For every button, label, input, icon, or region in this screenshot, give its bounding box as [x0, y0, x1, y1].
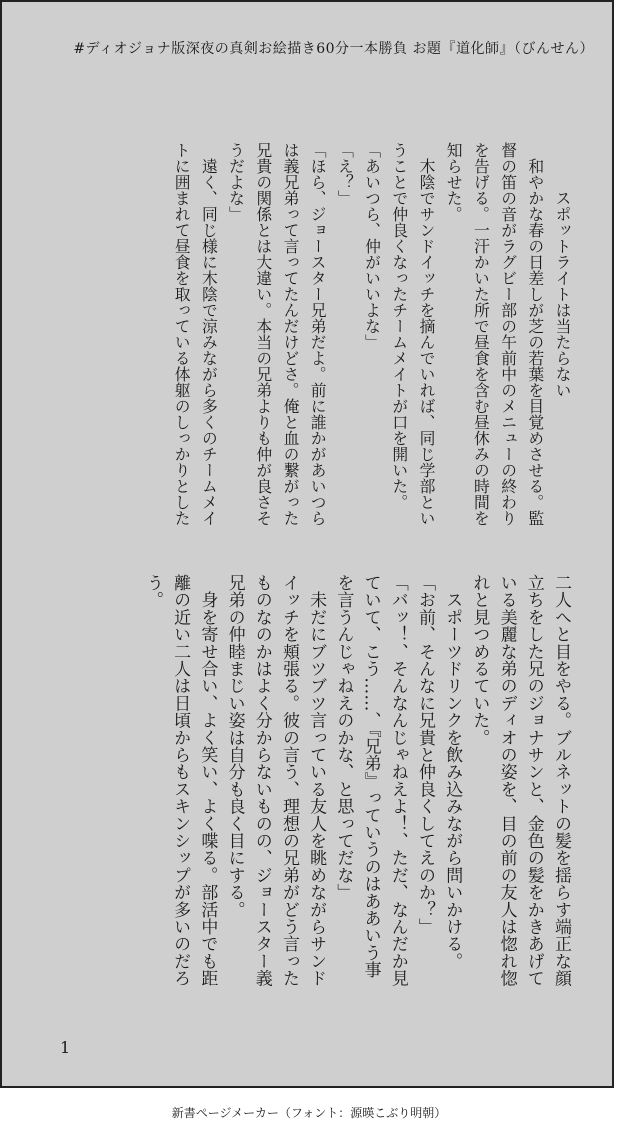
text-line: うだよな」 [226, 142, 246, 222]
text-line: 立ちをした兄のジョナサンと、金色の髪をかきあげて [523, 574, 544, 987]
text-line: 「バッ！、そんなんじゃねえよ！、ただ、なんだか見 [387, 574, 408, 987]
text-line: トに囲まれて昼食を取っている体躯のしっかりとした [172, 142, 192, 526]
text-line: 「お前、そんなに兄貴と仲良くしてえのか？」 [414, 574, 435, 936]
text-line: うことで仲良くなったチームメイトが口を開いた。 [389, 142, 409, 510]
text-line: 身を寄せ合い、よく笑い、よく喋る。部活中でも距 [197, 574, 218, 987]
text-line: う。 [142, 574, 163, 609]
footer-credit: 新書ページメーカー（フォント：源暎こぶり明朝） [171, 1106, 447, 1120]
text-line: 督の笛の音がラグビー部の午前中のメニューの終わり [498, 142, 518, 526]
text-line: 未だにブツブツ言っている友人を眺めながらサンド [306, 574, 327, 987]
text-line: いる美麗な弟のディオの姿を、目の前の友人は惚れ惚 [496, 574, 517, 987]
text-line: 兄貴の関係とは大違い。本当の兄弟よりも仲が良さそ [253, 142, 273, 526]
text-line: スポーツドリンクを飲み込みながら問いかける。 [442, 574, 463, 970]
text-line: 知らせた。 [444, 142, 464, 222]
text-line: れと見つめるていた。 [469, 574, 490, 746]
text-line: 和やかな春の日差しが芝の若葉を目覚めさせる。監 [525, 142, 545, 526]
text-line: 離の近い二人は日頃からもスキンシップが多いのだろ [170, 574, 191, 987]
text-line: を告げる。一汗かいた所で昼食を含む昼休みの時間を [471, 142, 491, 526]
text-line: イッチを頬張る。彼の言う、理想の兄弟がどう言った [278, 574, 299, 987]
text-line: は義兄弟って言ってたんだけどさ。俺と血の繋がった [280, 142, 300, 526]
upper-text-block [168, 142, 576, 527]
text-line: ていて、こう……、『兄弟』っていうのはああいう事 [360, 574, 381, 979]
text-line: 「え？」 [335, 142, 355, 206]
lower-text-block [139, 574, 574, 1004]
page-number: 1 [60, 1038, 71, 1057]
page-header-title: #ディオジョナ版深夜の真剣お絵描き60分一本勝負 お題『道化師』（びんせん） [73, 41, 594, 57]
text-line: 木陰でサンドイッチを摘んでいれば、同じ学部とい [416, 142, 436, 526]
text-line: 「ほら、ジョースター兄弟だよ。前に誰かがあいつら [308, 142, 328, 526]
text-line: 遠く、同じ様に木陰で涼みながら多くのチームメイ [199, 142, 219, 526]
text-line: 「あいつら、仲がいいよな」 [362, 142, 382, 350]
text-line: ものなのかはよく分からないものの、ジョースター義 [251, 574, 272, 987]
text-line: 二人へと目をやる。ブルネットの髪を揺らす端正な顔 [551, 574, 571, 987]
text-line: スポットライトは当たらない [553, 142, 572, 398]
text-line: を言うんじゃねえのかな、と思ってだな」 [333, 574, 354, 901]
text-line: 兄弟の仲睦まじい姿は自分も良く目にする。 [224, 574, 245, 918]
